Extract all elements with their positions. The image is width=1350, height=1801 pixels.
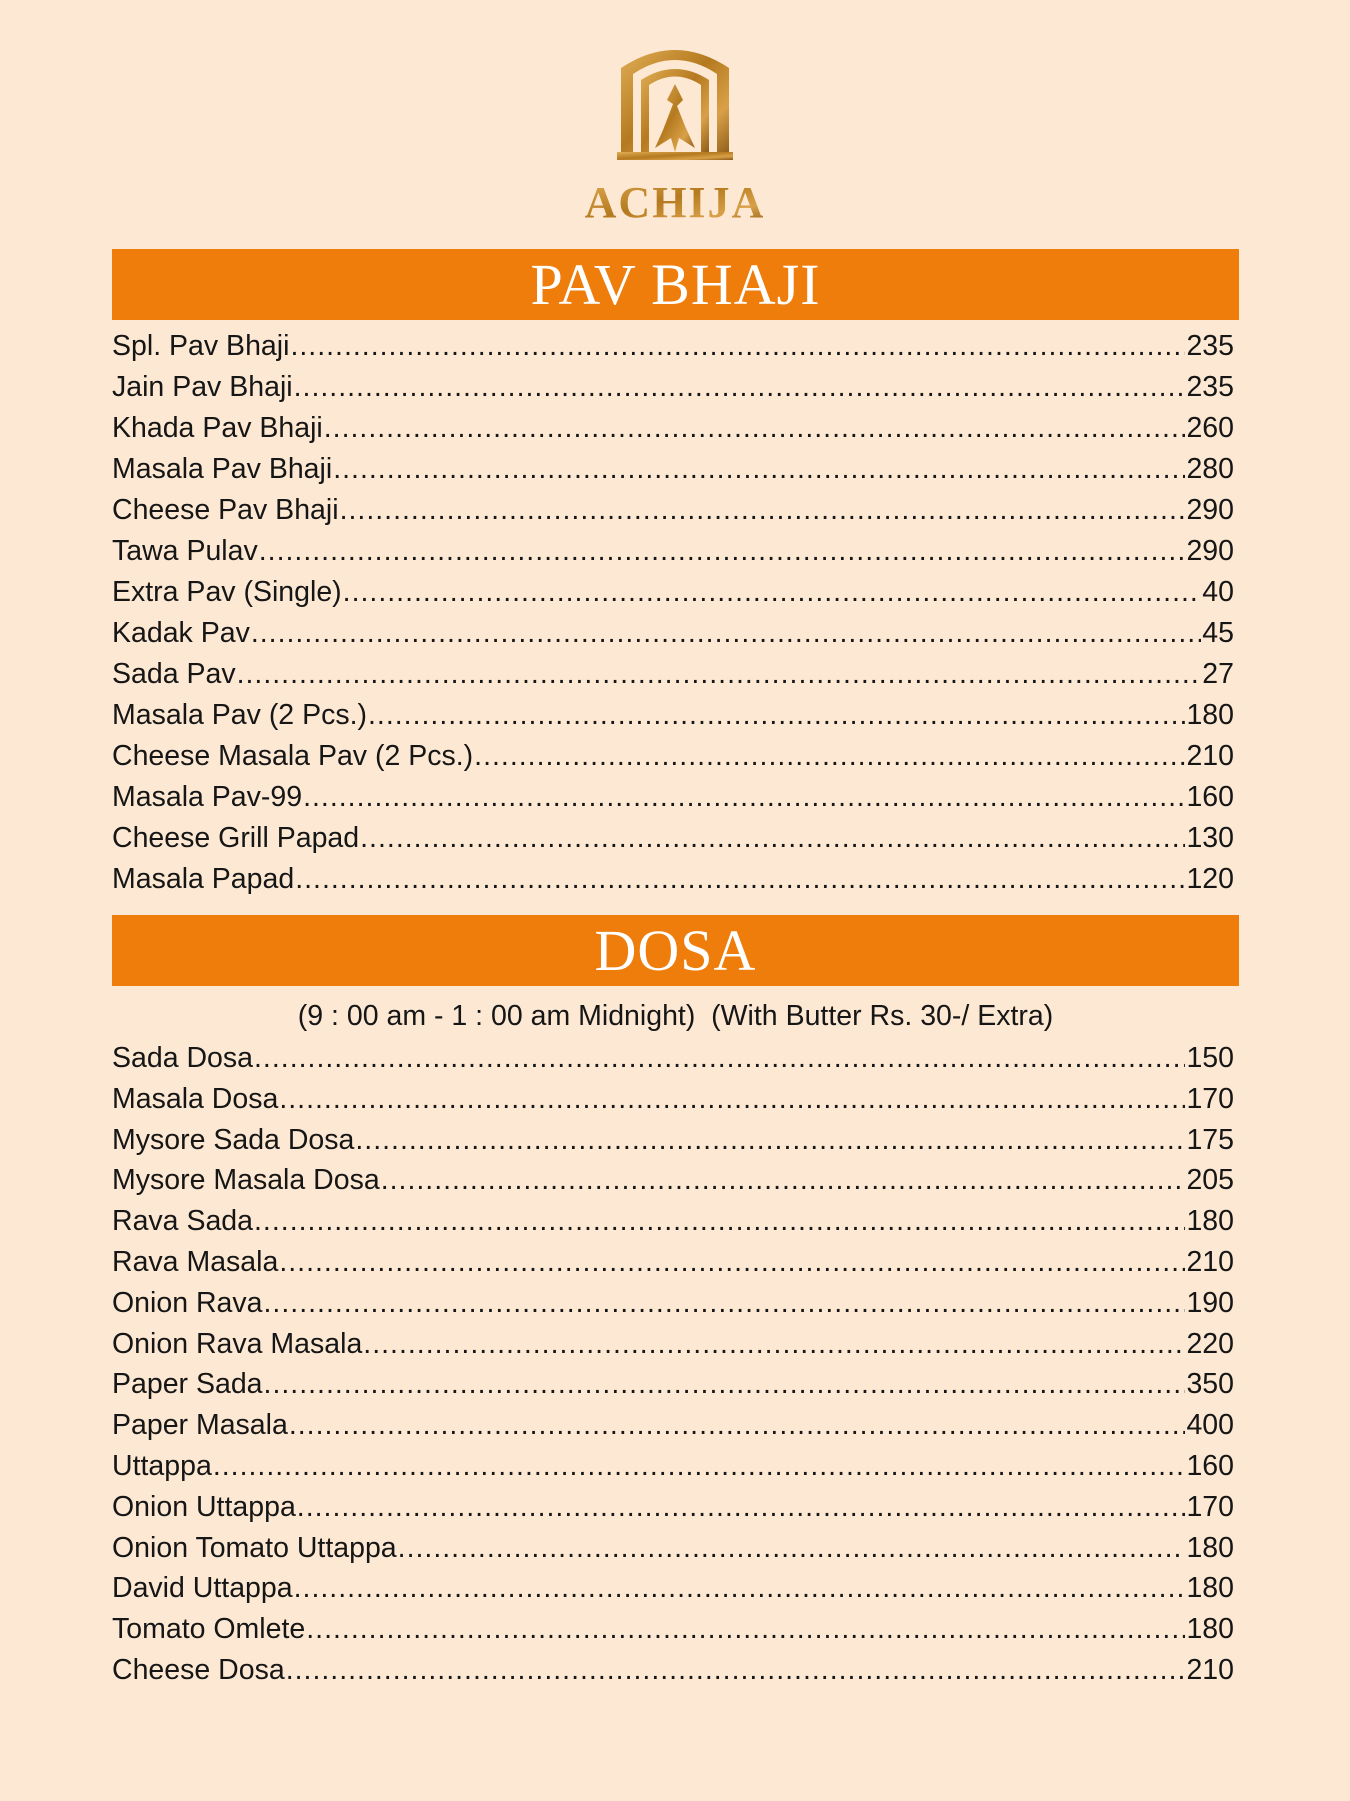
list-item [112,367,1234,408]
list-item [112,1201,1234,1242]
dot-leader [289,1405,1186,1446]
arch-monogram-logo-icon [571,40,779,230]
list-item [112,531,1234,572]
dot-leader [297,1487,1186,1528]
item-price: 180 [1186,1572,1234,1605]
item-price: 400 [1186,1409,1234,1442]
svg-text:ACHIJA: ACHIJA [584,178,766,227]
dot-leader [294,367,1186,408]
dot-leader [279,1242,1185,1283]
item-price: 120 [1186,863,1234,895]
dot-leader [355,1120,1185,1161]
item-price: 180 [1186,1613,1234,1646]
item-price: 160 [1186,1449,1234,1482]
item-name: Masala Pav Bhaji [112,453,333,485]
item-price: 170 [1186,1490,1234,1523]
dot-leader [290,326,1185,367]
list-item [112,449,1234,490]
list-item [112,1120,1234,1161]
section-title-pav-bhaji: PAV BHAJI [112,249,1239,320]
dot-leader [381,1160,1186,1201]
list-item [112,613,1234,654]
item-name: Uttappa [112,1449,212,1482]
dosa-menu-list [112,1038,1234,1691]
list-item [112,1160,1234,1201]
brand-logo [571,40,779,230]
dot-leader [343,572,1202,613]
list-item [112,1446,1234,1487]
dot-leader [340,490,1186,531]
dot-leader [303,777,1185,818]
dot-leader [286,1650,1186,1691]
item-name: Onion Tomato Uttappa [112,1531,397,1564]
item-name: Cheese Masala Pav (2 Pcs.) [112,740,474,772]
list-item [112,1283,1234,1324]
item-price: 235 [1186,330,1234,362]
list-item [112,818,1234,859]
item-price: 350 [1186,1368,1234,1401]
dot-leader [259,531,1186,572]
item-name: Khada Pav Bhaji [112,412,323,444]
list-item [112,490,1234,531]
dot-leader [306,1609,1185,1650]
item-price: 175 [1186,1123,1234,1156]
dot-leader [251,613,1201,654]
item-price: 210 [1186,1653,1234,1686]
item-price: 205 [1186,1164,1234,1197]
item-name: Paper Masala [112,1409,288,1442]
item-price: 235 [1186,371,1234,403]
list-item [112,1568,1234,1609]
list-item [112,859,1234,900]
item-name: Cheese Dosa [112,1653,285,1686]
list-item [112,654,1234,695]
item-name: Mysore Masala Dosa [112,1164,380,1197]
item-name: Sada Dosa [112,1042,254,1074]
item-price: 290 [1186,535,1234,567]
item-price: 210 [1186,740,1234,772]
item-name: Mysore Sada Dosa [112,1123,355,1156]
dot-leader [264,1364,1186,1405]
dot-leader [294,1568,1186,1609]
list-item [112,695,1234,736]
item-name: Masala Pav (2 Pcs.) [112,699,367,731]
list-item [112,1079,1234,1120]
list-item [112,1487,1234,1528]
item-price: 260 [1186,412,1234,444]
item-name: Rava Sada [112,1205,254,1238]
dot-leader [237,654,1202,695]
list-item [112,1405,1234,1446]
item-price: 170 [1186,1082,1234,1115]
item-name: Rava Masala [112,1245,279,1278]
item-name: Onion Rava Masala [112,1327,363,1360]
list-item [112,1324,1234,1365]
item-price: 180 [1186,1531,1234,1564]
item-price: 180 [1186,699,1234,731]
item-price: 40 [1202,576,1234,608]
item-name: Sada Pav [112,658,236,690]
list-item [112,408,1234,449]
list-item [112,1609,1234,1650]
item-name: Masala Pav-99 [112,781,303,813]
item-price: 150 [1186,1042,1234,1074]
dot-leader [474,736,1185,777]
item-name: Cheese Grill Papad [112,822,360,854]
item-name: Onion Rava [112,1286,263,1319]
section-title-dosa: DOSA [112,915,1239,986]
item-price: 160 [1186,781,1234,813]
item-name: David Uttappa [112,1572,293,1605]
item-price: 290 [1186,494,1234,526]
dot-leader [398,1528,1186,1569]
list-item [112,1528,1234,1569]
dot-leader [264,1283,1186,1324]
item-price: 45 [1202,617,1234,649]
item-name: Onion Uttappa [112,1490,296,1523]
dot-leader [368,695,1185,736]
item-price: 180 [1186,1205,1234,1238]
item-name: Extra Pav (Single) [112,576,342,608]
item-price: 280 [1186,453,1234,485]
item-price: 190 [1186,1286,1234,1319]
list-item [112,736,1234,777]
dot-leader [324,408,1186,449]
dot-leader [279,1079,1185,1120]
item-name: Tomato Omlete [112,1613,306,1646]
item-price: 220 [1186,1327,1234,1360]
dot-leader [333,449,1185,490]
item-name: Tawa Pulav [112,535,258,567]
list-item [112,1242,1234,1283]
list-item [112,1650,1234,1691]
item-name: Masala Dosa [112,1082,279,1115]
dot-leader [363,1324,1185,1365]
item-price: 210 [1186,1245,1234,1278]
item-price: 27 [1202,658,1234,690]
item-price: 130 [1186,822,1234,854]
item-name: Spl. Pav Bhaji [112,330,290,362]
pav-bhaji-menu-list [112,326,1234,900]
list-item [112,1038,1234,1079]
list-item [112,1364,1234,1405]
item-name: Cheese Pav Bhaji [112,494,339,526]
item-name: Kadak Pav [112,617,250,649]
dosa-timing-note: (9 : 00 am - 1 : 00 am Midnight) (With Butter Rs. 30-/ Extra) [297,1000,1054,1032]
item-name: Paper Sada [112,1368,263,1401]
dot-leader [254,1201,1185,1242]
list-item [112,572,1234,613]
dot-leader [295,859,1185,900]
dot-leader [213,1446,1186,1487]
dot-leader [254,1038,1185,1079]
item-name: Jain Pav Bhaji [112,371,293,403]
list-item [112,326,1234,367]
dot-leader [360,818,1185,859]
list-item [112,777,1234,818]
item-name: Masala Papad [112,863,295,895]
